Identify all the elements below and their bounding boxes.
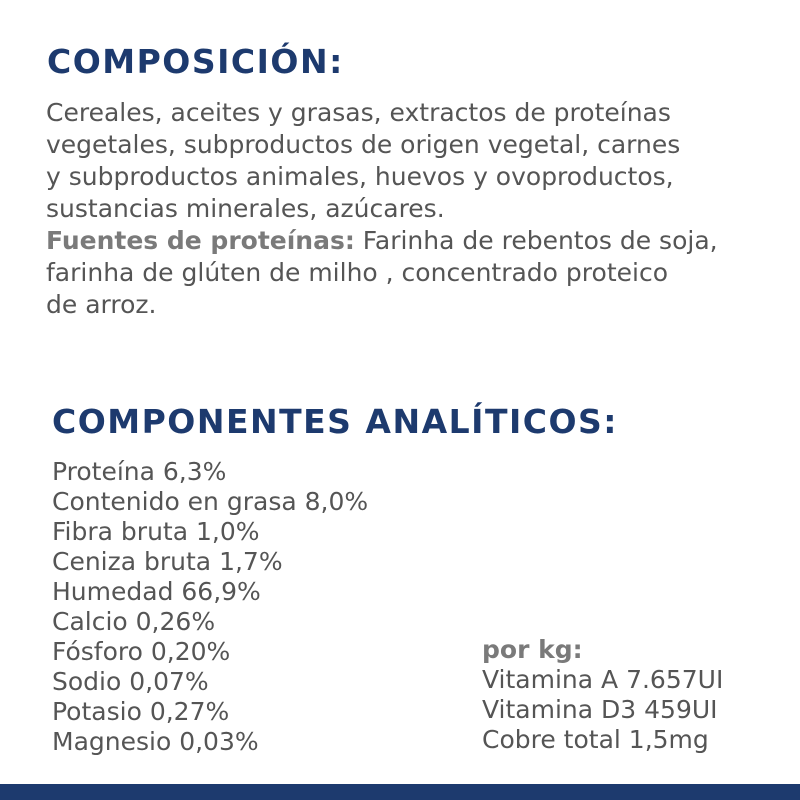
protein-sources-line: de arroz. xyxy=(46,290,157,319)
per-kg-section xyxy=(482,635,723,755)
analytical-item: Ceniza bruta 1,7% xyxy=(52,547,283,576)
analytical-item: Humedad 66,9% xyxy=(52,577,261,606)
composition-heading: COMPOSICIÓN: xyxy=(47,42,344,81)
bottom-bar xyxy=(0,784,800,800)
composition-line: vegetales, subproductos de origen vegetal, carnes xyxy=(46,130,681,159)
per-kg-item: Vitamina D3 459UI xyxy=(482,695,718,724)
protein-sources-text: Farinha de rebentos de soja, xyxy=(354,226,718,255)
analytical-item: Calcio 0,26% xyxy=(52,607,216,636)
analytical-item: Proteína 6,3% xyxy=(52,457,227,486)
protein-sources-line: farinha de glúten de milho , concentrado proteico xyxy=(46,258,668,287)
composition-line: Cereales, aceites y grasas, extractos de proteínas xyxy=(46,98,671,127)
composition-line: y subproductos animales, huevos y ovoproductos, xyxy=(46,162,674,191)
per-kg-title: por kg: xyxy=(482,635,583,664)
analytical-item: Fósforo 0,20% xyxy=(52,637,231,666)
per-kg-list xyxy=(482,665,723,755)
per-kg-item: Vitamina A 7.657UI xyxy=(482,665,724,694)
protein-sources-label: Fuentes de proteínas: xyxy=(46,226,355,255)
per-kg-item: Cobre total 1,5mg xyxy=(482,725,709,754)
composition-line: sustancias minerales, azúcares. xyxy=(46,194,445,223)
composition-text xyxy=(46,97,766,321)
analytical-item: Potasio 0,27% xyxy=(52,697,230,726)
analytical-components-list xyxy=(52,457,368,757)
analytical-components-heading: COMPONENTES ANALÍTICOS: xyxy=(52,402,618,441)
analytical-item: Contenido en grasa 8,0% xyxy=(52,487,369,516)
protein-sources-line xyxy=(46,225,766,257)
analytical-item: Magnesio 0,03% xyxy=(52,727,259,756)
analytical-item: Sodio 0,07% xyxy=(52,667,209,696)
analytical-item: Fibra bruta 1,0% xyxy=(52,517,260,546)
